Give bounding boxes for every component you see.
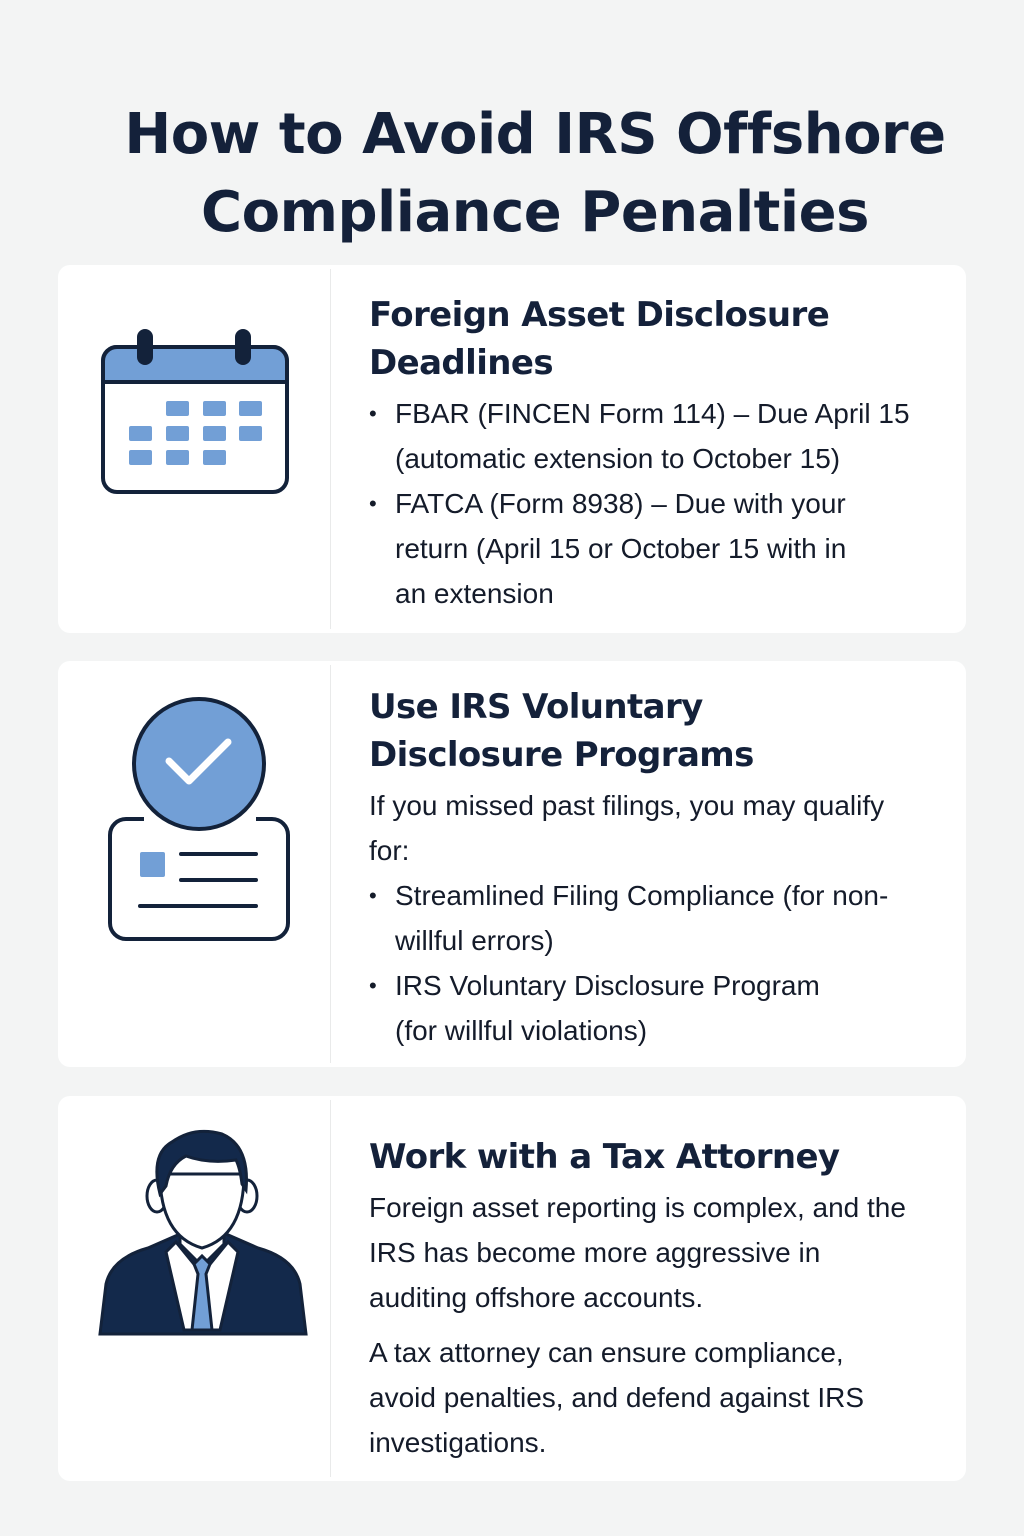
list-item-fbar	[369, 391, 946, 481]
list-item-text: return (April 15 or October 15 with in	[395, 533, 847, 564]
page-title-line-2: Compliance Penalties	[201, 179, 869, 245]
section-voluntary-disclosure	[58, 661, 966, 1067]
calendar-icon	[100, 329, 290, 500]
intro-text: for:	[369, 835, 410, 866]
list-item-streamlined	[369, 873, 946, 963]
card-divider	[330, 665, 331, 1063]
section-heading	[369, 291, 946, 387]
page-title-line-1: How to Avoid IRS Offshore	[124, 101, 946, 167]
page-title	[0, 96, 1024, 252]
paragraph-text: Foreign asset reporting is complex, and the	[369, 1192, 906, 1223]
card-divider	[330, 269, 331, 629]
list-item-text: (for willful violations)	[395, 1015, 648, 1046]
list-item-text: FBAR (FINCEN Form 114) – Due April 15	[395, 398, 910, 429]
heading-line: Use IRS Voluntary	[369, 687, 703, 727]
attorney-person-icon	[98, 1124, 308, 1341]
list-item-fatca	[369, 481, 946, 616]
section-content	[369, 291, 946, 616]
list-item-text: an extension	[395, 578, 554, 609]
list-item-text: willful errors)	[395, 925, 554, 956]
section-tax-attorney	[58, 1096, 966, 1481]
section-paragraph-1	[369, 1185, 946, 1320]
paragraph-text: auditing offshore accounts.	[369, 1282, 704, 1313]
paragraph-text: avoid penalties, and defend against IRS	[369, 1382, 865, 1413]
list-item-text: Streamlined Filing Compliance (for non-	[395, 880, 889, 911]
section-content	[369, 1133, 946, 1465]
card-divider	[330, 1100, 331, 1477]
list-item-vdp	[369, 963, 946, 1053]
heading-line: Deadlines	[369, 343, 553, 383]
list-item-text: (automatic extension to October 15)	[395, 443, 841, 474]
section-paragraph-2	[369, 1330, 946, 1465]
heading-line: Disclosure Programs	[369, 735, 754, 775]
section-intro	[369, 783, 946, 873]
section-disclosure-deadlines	[58, 265, 966, 633]
approved-document-icon	[108, 695, 292, 950]
section-heading	[369, 1133, 946, 1181]
heading-line: Foreign Asset Disclosure	[369, 295, 830, 335]
program-list	[369, 873, 946, 1053]
paragraph-text: investigations.	[369, 1427, 547, 1458]
list-item-text: FATCA (Form 8938) – Due with your	[395, 488, 846, 519]
heading-line: Work with a Tax Attorney	[369, 1137, 840, 1177]
section-heading	[369, 683, 946, 779]
deadline-list	[369, 391, 946, 616]
intro-text: If you missed past filings, you may qualify	[369, 790, 885, 821]
paragraph-text: A tax attorney can ensure compliance,	[369, 1337, 844, 1368]
paragraph-text: IRS has become more aggressive in	[369, 1237, 821, 1268]
list-item-text: IRS Voluntary Disclosure Program	[395, 970, 820, 1001]
section-content	[369, 683, 946, 1053]
